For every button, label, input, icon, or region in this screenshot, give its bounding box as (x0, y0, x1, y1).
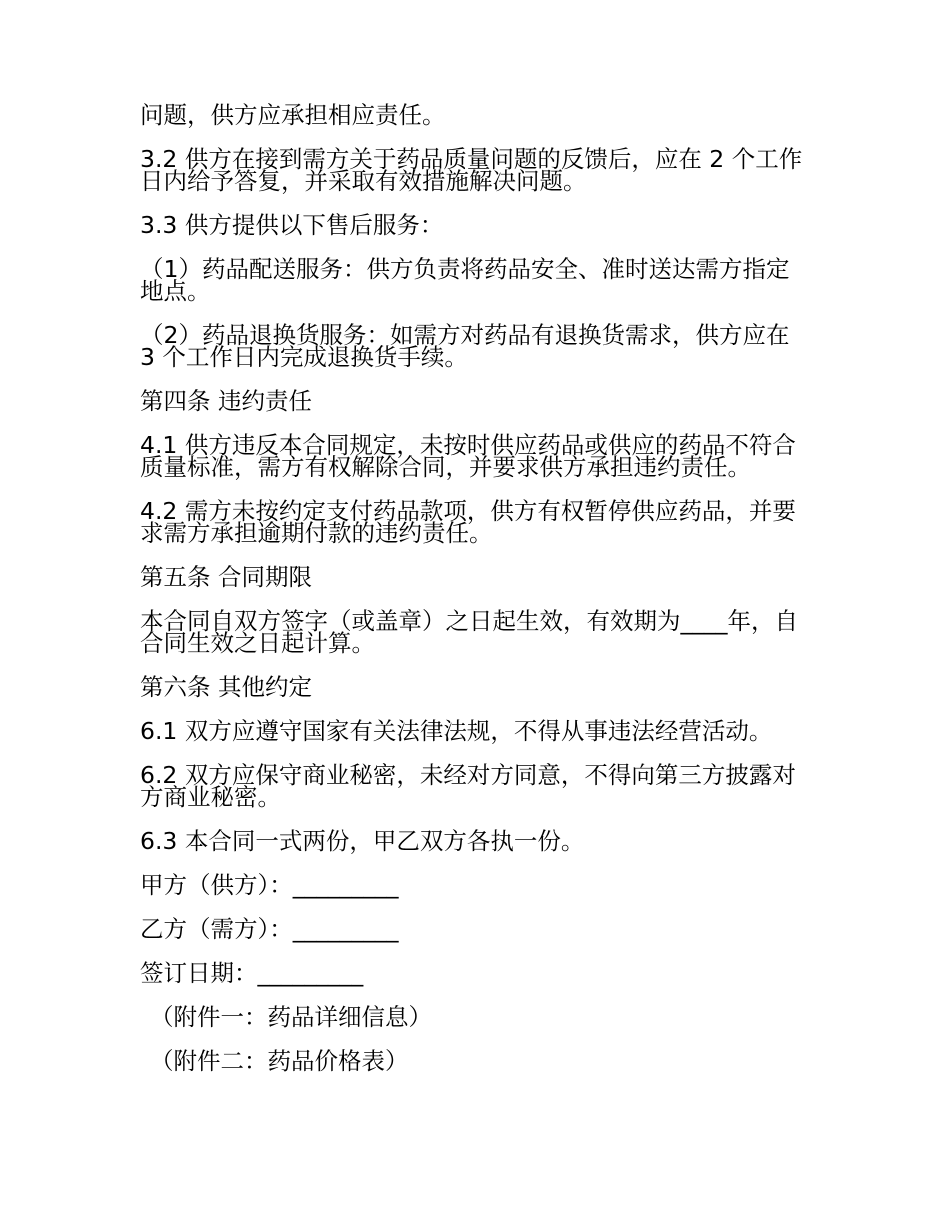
clause-3-3: 3.3 供方提供以下售后服务： (140, 211, 444, 239)
clause-6-3: 6.3 本合同一式两份，甲乙双方各执一份。 (140, 827, 585, 855)
signing-date-line: 签订日期：_________ (140, 959, 364, 987)
contract-term-text: 本合同自双方签字（或盖章）之日起生效，有效期为____年，自合同生效之日起计算。 (140, 607, 798, 657)
clause-4-1: 4.1 供方违反本合同规定，未按时供应药品或供应的药品不符合质量标准，需方有权解除合同，并要求供方承担违约责任。 (140, 431, 796, 481)
clause-6-1: 6.1 双方应遵守国家有关法律法规，不得从事违法经营活动。 (140, 717, 773, 745)
section-heading-article-6: 第六条 其他约定 (140, 673, 312, 701)
paragraph-continuation: 问题，供方应承担相应责任。 (140, 101, 446, 129)
clause-3-2: 3.2 供方在接到需方关于药品质量问题的反馈后，应在 2 个工作日内给予答复，并采取有效措施解决问题。 (140, 145, 803, 195)
attachment-1: （附件一：药品详细信息） (150, 1003, 432, 1031)
service-item-return: （2）药品退换货服务：如需方对药品有退换货需求，供方应在 3 个工作日内完成退换货手续。 (140, 321, 797, 371)
party-b-signature-line: 乙方（需方）：_________ (140, 915, 399, 943)
attachment-2: （附件二：药品价格表） (150, 1047, 409, 1075)
document-body (140, 101, 808, 1094)
party-a-signature-line: 甲方（供方）：_________ (140, 871, 399, 899)
section-heading-article-4: 第四条 违约责任 (140, 387, 312, 415)
section-heading-article-5: 第五条 合同期限 (140, 563, 312, 591)
clause-6-2: 6.2 双方应保守商业秘密，未经对方同意，不得向第三方披露对方商业秘密。 (140, 761, 796, 811)
clause-4-2: 4.2 需方未按约定支付药品款项，供方有权暂停供应药品，并要求需方承担逾期付款的违约责任。 (140, 497, 796, 547)
service-item-delivery: （1）药品配送服务：供方负责将药品安全、准时送达需方指定地点。 (140, 255, 790, 305)
